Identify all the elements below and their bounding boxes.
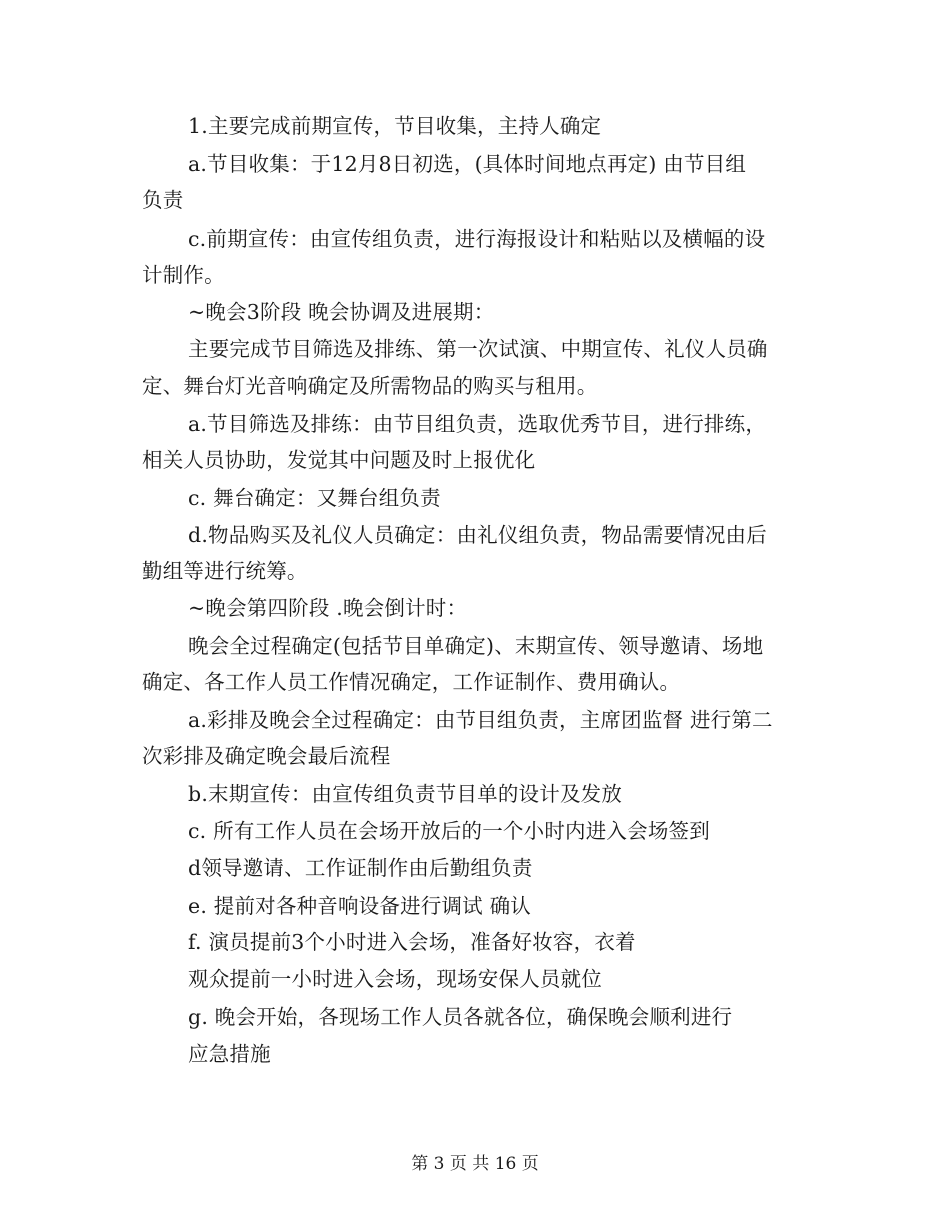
text-line-9: a.节目筛选及排练：由节目组负责，选取优秀节目，进行排练， [188,412,767,436]
text-line-25: g. 晚会开始，各现场工作人员各就各位，确保晚会顺利进行 [188,1005,733,1029]
section-heading-stage-4: ~晚会第四阶段 .晚会倒计时： [188,596,468,620]
text-line-20: c. 所有工作人员在会场开放后的一个小时内进入会场签到 [188,819,710,843]
text-line-11: c. 舞台确定：又舞台组负责 [188,486,441,510]
text-line-7: 主要完成节目筛选及排练、第一次试演、中期宣传、礼仪人员确 [188,337,768,361]
text-line-8: 定、舞台灯光音响确定及所需物品的购买与租用。 [142,374,598,398]
text-line-5: 计制作。 [142,263,225,287]
section-heading-stage-3: ~晚会3阶段 晚会协调及进展期： [188,300,495,324]
text-line-12: d.物品购买及礼仪人员确定：由礼仪组负责，物品需要情况由后 [188,523,767,547]
text-line-16: 确定、各工作人员工作情况确定，工作证制作、费用确认。 [142,670,681,694]
text-line-22: e. 提前对各种音响设备进行调试 确认 [188,894,531,918]
text-line-3: 负责 [142,188,184,212]
text-line-13: 勤组等进行统筹。 [142,559,308,583]
text-line-1: 1.主要完成前期宣传，节目收集，主持人确定 [188,114,602,138]
text-line-2: a.节目收集：于12月8日初选，(具体时间地点再定) 由节目组 [188,152,747,176]
text-line-17: a.彩排及晚会全过程确定：由节目组负责，主席团监督 进行第二 [188,708,773,732]
text-line-21: d领导邀请、工作证制作由后勤组负责 [188,856,533,880]
text-line-18: 次彩排及确定晚会最后流程 [142,744,391,768]
text-line-15: 晚会全过程确定(包括节目单确定)、末期宣传、领导邀请、场地 [188,634,764,658]
text-line-10: 相关人员协助，发觉其中问题及时上报优化 [142,448,536,472]
text-line-24: 观众提前一小时进入会场，现场安保人员就位 [188,967,602,991]
text-line-19: b.末期宣传：由宣传组负责节目单的设计及发放 [188,782,623,806]
text-line-23: f. 演员提前3个小时进入会场，准备好妆容，衣着 [188,930,636,954]
text-line-26: 应急措施 [188,1042,271,1066]
page-footer: 第 3 页 共 16 页 [411,1154,539,1174]
text-line-4: c.前期宣传：由宣传组负责，进行海报设计和粘贴以及横幅的设 [188,227,766,251]
